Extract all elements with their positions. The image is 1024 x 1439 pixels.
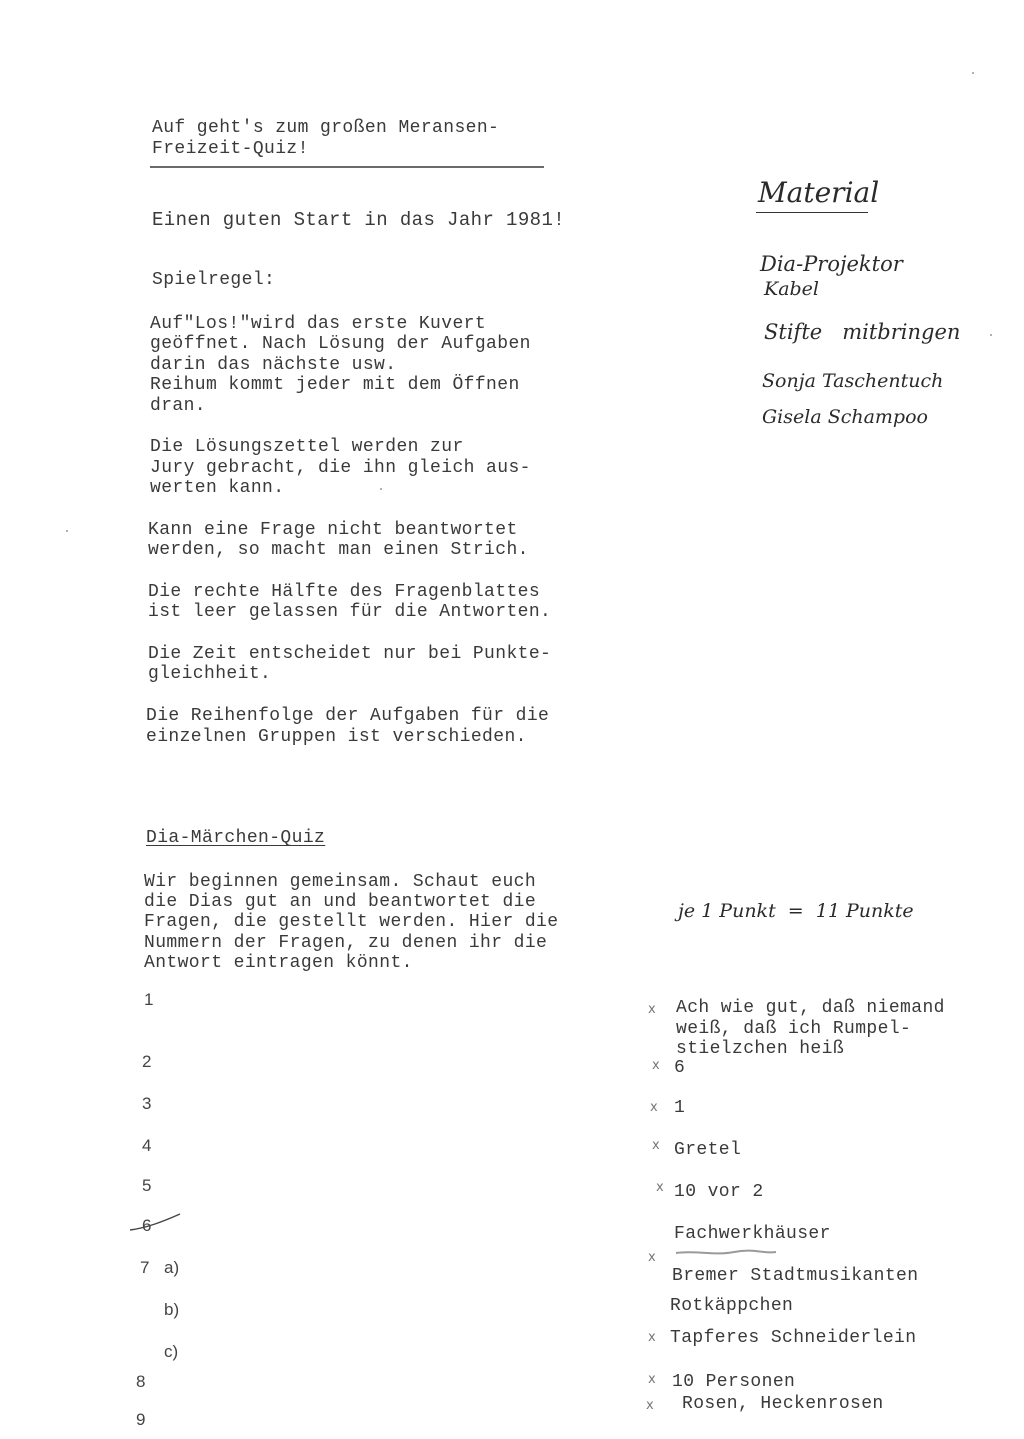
tick-mark: x bbox=[648, 1330, 656, 1345]
material-underline bbox=[756, 212, 868, 213]
tick-mark: x bbox=[648, 1250, 656, 1265]
question-number-8: 8 bbox=[136, 1372, 146, 1391]
scan-speck bbox=[380, 488, 382, 490]
answer-3: 1 bbox=[674, 1098, 686, 1118]
quiz-title: Dia-Märchen-Quiz bbox=[146, 828, 326, 848]
question-number-5: 5 bbox=[142, 1176, 152, 1195]
question-number-7a: a) bbox=[164, 1258, 180, 1277]
question-number-7: 7 bbox=[140, 1258, 150, 1277]
question-number-9: 9 bbox=[136, 1410, 146, 1429]
question-number-1: 1 bbox=[144, 990, 154, 1009]
rules-heading: Spielregel: bbox=[152, 270, 276, 290]
answer-7a: Bremer Stadtmusikanten bbox=[672, 1266, 919, 1286]
tick-mark: x bbox=[648, 1372, 656, 1387]
question-number-4: 4 bbox=[142, 1136, 152, 1155]
tick-mark: x bbox=[648, 1002, 656, 1017]
document-page: Auf geht's zum großen Meransen- Freizeit-Quiz! Einen guten Start in das Jahr 1981! Spielregel: Auf"Los!"wird das erste Kuvert geöffnet. Nach Lösung der Aufgaben darin das nächste usw. Reihum kommt jeder mit dem Öffnen dran. Die Lösungszettel werden zur Jury gebracht, die ihn gleich aus- werten kann. Kann eine Frage nicht beantwortet werden, so macht man einen Strich. Die rechte Hälfte des Fragenblattes ist leer gelassen für die Antworten. Die Zeit entscheidet nur bei Punkte- gleichheit. Die Reihenfolge der Aufgaben für die einzelnen Gruppen ist verschieden. Material Dia-Projektor Kabel Stifte mitbringen Sonja Taschentuch Gisela Schampoo Dia-Märchen-Quiz Wir beginnen gemeinsam. Schaut euch die Dias gut an und beantwortet die Fragen, die gestellt werden. Hier die Nummern der Fragen, zu denen ihr die Antwort eintragen könnt. je 1 Punkt = 11 Punkte 1 2 3 4 5 6 7 a) b) c) 8 9 Ach wie gut, daß niemand weiß, daß ich Rumpel- stielzchen heiß 6 1 Gretel 10 vor 2 Fachwerkhäuser Bremer Stadtmusikanten Rotkäppchen Tapferes Schneiderlein 10 Personen Rosen, Heckenrosen x x x x x x x x x bbox=[0, 0, 1024, 1439]
crossed-out-word bbox=[674, 1248, 778, 1258]
question-number-2: 2 bbox=[142, 1052, 152, 1071]
answer-7b: Rotkäppchen bbox=[670, 1296, 794, 1316]
title-line-2: Freizeit-Quiz! bbox=[152, 139, 309, 159]
material-item-gisela: Gisela Schampoo bbox=[762, 406, 928, 428]
greeting: Einen guten Start in das Jahr 1981! bbox=[152, 209, 566, 231]
tick-mark: x bbox=[652, 1138, 660, 1153]
score-note: je 1 Punkt = 11 Punkte bbox=[678, 900, 914, 922]
scan-speck bbox=[990, 334, 992, 336]
answer-6: Fachwerkhäuser bbox=[674, 1224, 831, 1244]
answer-7c: Tapferes Schneiderlein bbox=[670, 1328, 917, 1348]
scan-speck bbox=[66, 530, 68, 532]
scan-speck bbox=[972, 72, 974, 74]
answer-2: 6 bbox=[674, 1058, 686, 1078]
answer-4: Gretel bbox=[674, 1140, 742, 1160]
material-item-sonja: Sonja Taschentuch bbox=[762, 370, 944, 392]
tick-mark: x bbox=[646, 1398, 654, 1413]
tick-mark: x bbox=[656, 1180, 664, 1195]
strike-mark-6 bbox=[128, 1210, 184, 1236]
question-number-7c: c) bbox=[164, 1342, 179, 1361]
tick-mark: x bbox=[652, 1058, 660, 1073]
question-number-6: 6 bbox=[142, 1216, 152, 1235]
question-number-7b: b) bbox=[164, 1300, 180, 1319]
material-item-projector: Dia-Projektor bbox=[760, 252, 903, 276]
material-item-cable: Kabel bbox=[764, 278, 820, 300]
answer-8: 10 Personen bbox=[672, 1372, 796, 1392]
title-underline bbox=[150, 166, 544, 168]
material-item-pens: Stifte mitbringen bbox=[764, 320, 961, 344]
tick-mark: x bbox=[650, 1100, 658, 1115]
title-line-1: Auf geht's zum großen Meransen- bbox=[152, 118, 500, 138]
answer-5: 10 vor 2 bbox=[674, 1182, 764, 1202]
answer-9: Rosen, Heckenrosen bbox=[682, 1394, 884, 1414]
question-number-3: 3 bbox=[142, 1094, 152, 1113]
material-heading: Material bbox=[758, 176, 880, 209]
